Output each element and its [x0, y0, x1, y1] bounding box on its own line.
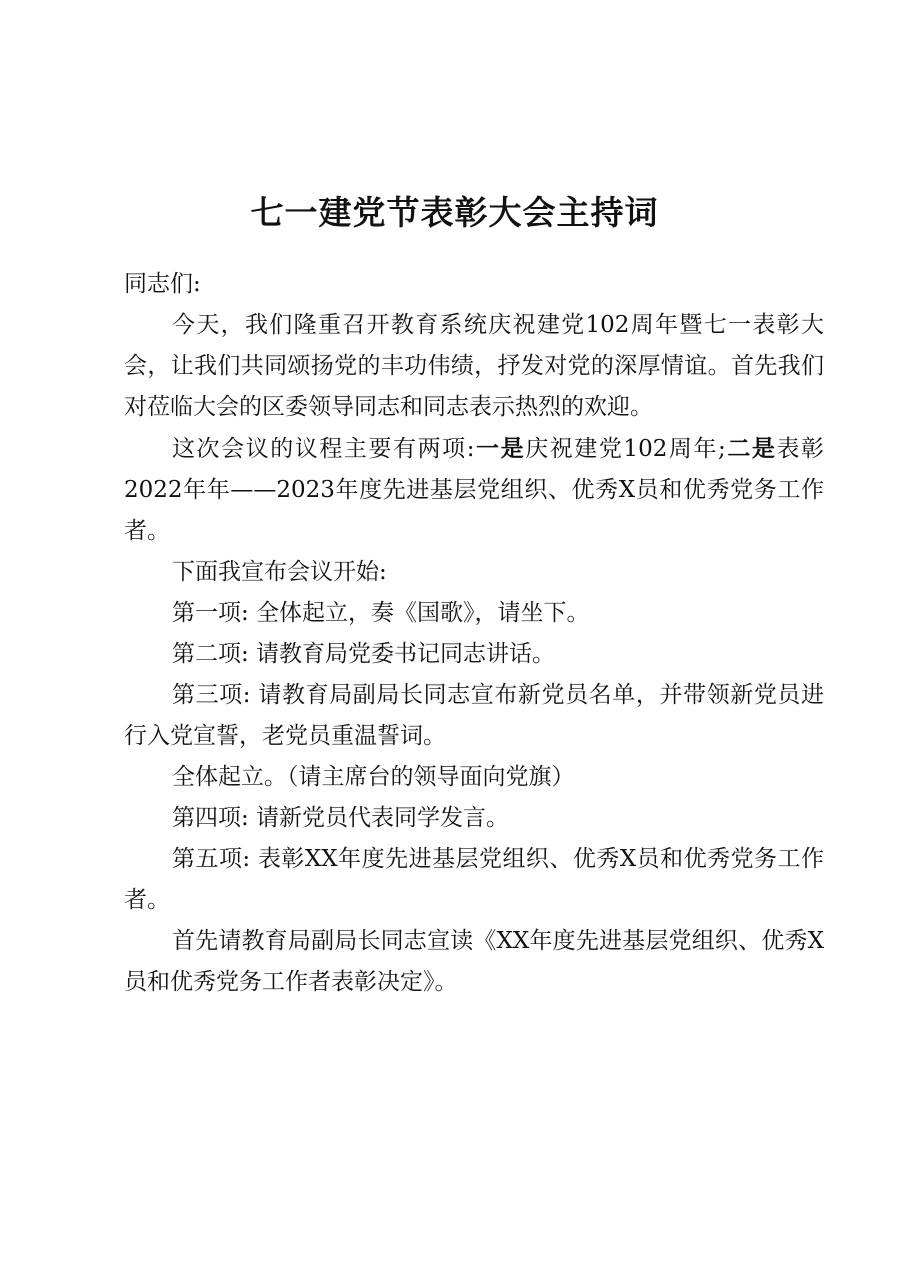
- paragraph-stand-up: 全体起立。（请主席台的领导面向党旗）: [172, 764, 575, 790]
- agenda-item-two-label: 二是: [725, 435, 777, 462]
- salutation: 同志们:: [124, 271, 201, 297]
- document-body: [124, 264, 824, 1003]
- paragraph-item-3: 第三项: 请教育局副局长同志宣布新党员名单，并带领新党员进行入党宣誓，老党员重温誓词。: [124, 682, 824, 749]
- agenda-item-two-text: 表彰2022年年——2023年度先进基层党组织、优秀X员和优秀党务工作者。: [124, 436, 825, 544]
- paragraph-item-5: 第五项: 表彰XX年度先进基层党组织、优秀X员和优秀党务工作者。: [124, 846, 824, 913]
- agenda-item-one-label: 一是: [474, 435, 526, 462]
- paragraph-agenda: [124, 428, 824, 552]
- paragraph-item-2: 第二项: 请教育局党委书记同志讲话。: [172, 641, 556, 667]
- paragraph-item-4: 第四项: 请新党员代表同学发言。: [172, 805, 510, 831]
- paragraph-reading-decision: 首先请教育局副局长同志宣读《XX年度先进基层党组织、优秀X员和优秀党务工作者表彰决定》。: [124, 928, 824, 995]
- paragraph-meeting-start: 下面我宣布会议开始:: [172, 559, 387, 585]
- paragraph-item-1: 第一项: 全体起立，奏《国歌》，请坐下。: [172, 600, 590, 626]
- agenda-intro: 这次会议的议程主要有两项:: [172, 436, 475, 462]
- agenda-item-one-text: 庆祝建党102周年;: [525, 436, 726, 462]
- paragraph-opening: 今天，我们隆重召开教育系统庆祝建党102周年暨七一表彰大会，让我们共同颂扬党的丰功伟绩，抒发对党的深厚情谊。首先我们对莅临大会的区委领导同志和同志表示热烈的欢迎。: [124, 312, 824, 420]
- document-title: 七一建党节表彰大会主持词: [250, 193, 659, 232]
